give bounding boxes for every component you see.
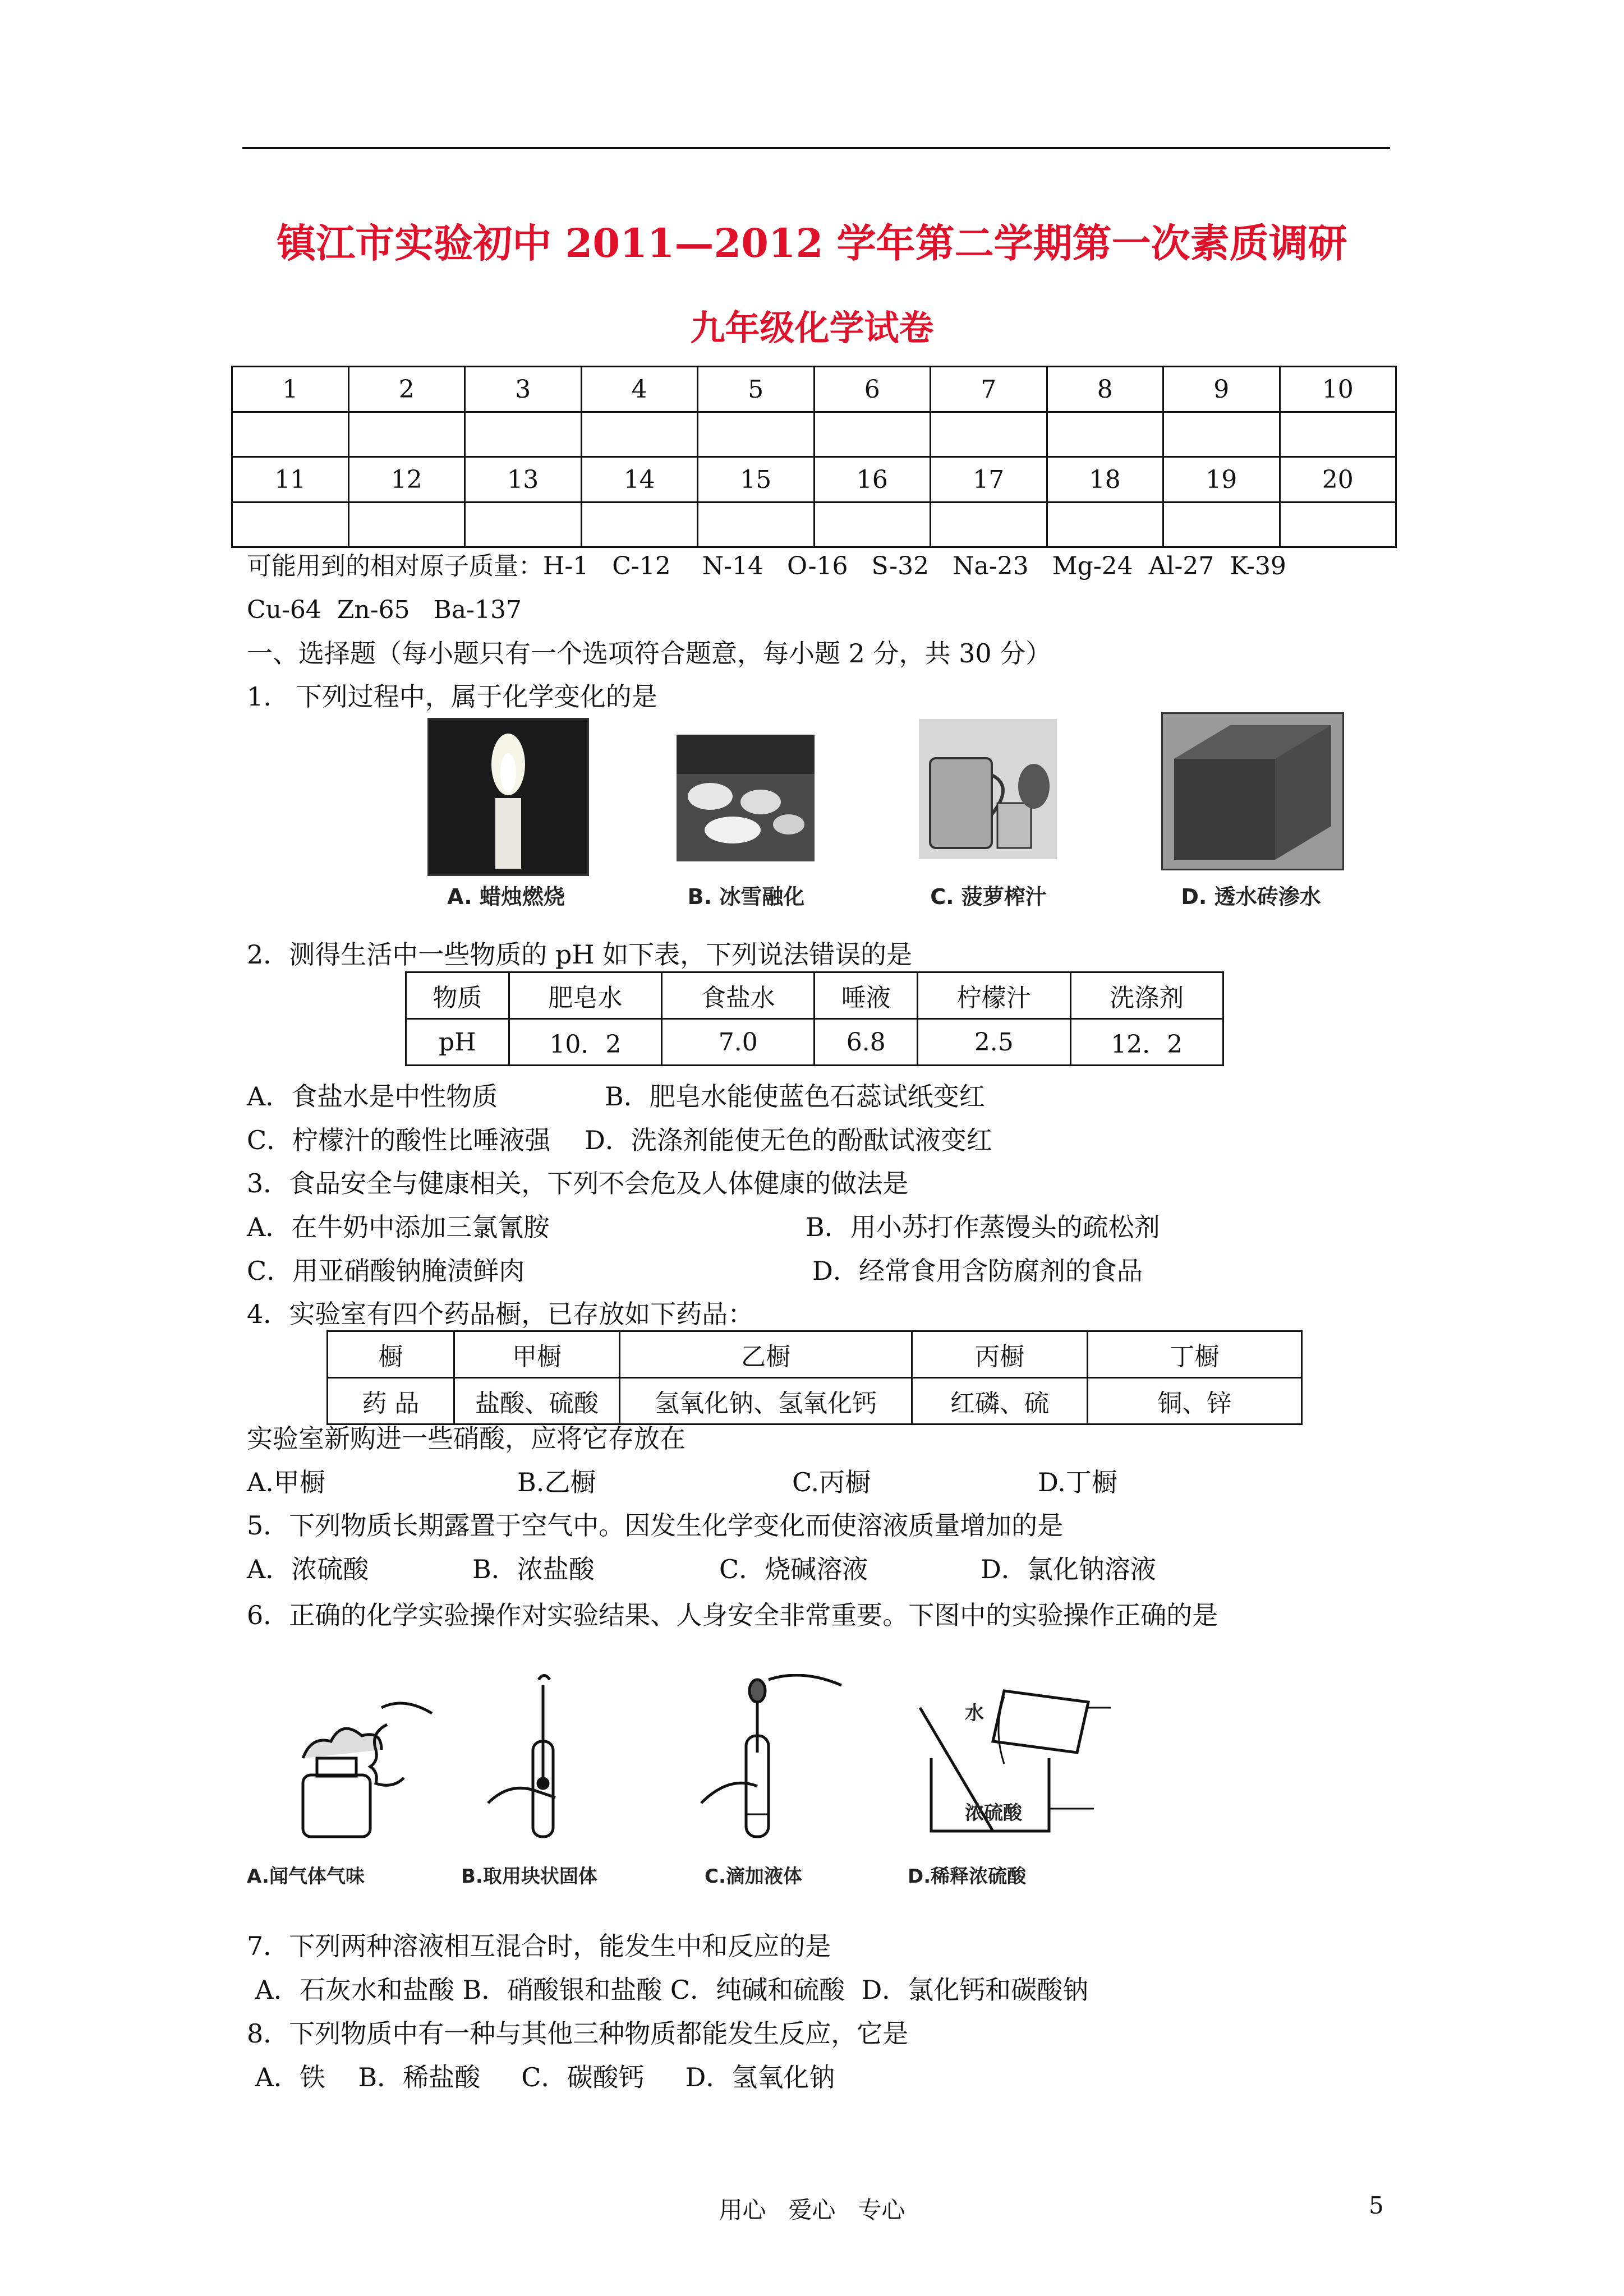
label-concentrated-sulfuric-acid: 浓硫酸 [965,1802,1022,1824]
answer-number: 15 [698,457,815,502]
ph-table-cell: 食盐水 [662,972,815,1019]
q4-follow-up: 实验室新购进一些硝酸，应将它存放在 [247,1423,686,1454]
answer-number: 11 [232,457,349,502]
q5-option-c: C．烧碱溶液 [719,1554,868,1584]
q3-option-c: C．用亚硝酸钠腌渍鲜肉 [247,1256,525,1286]
pineapple-juice-image [919,719,1057,859]
answer-number: 1 [232,367,349,412]
answer-grid-number-row [232,367,1396,412]
q4-stem: 4．实验室有四个药品橱，已存放如下药品： [247,1299,754,1329]
q2-option-c: C．柠檬汁的酸性比唾液强 [247,1125,551,1155]
answer-number: 18 [1047,457,1163,502]
q5-stem: 5．下列物质长期露置于空气中。因发生化学变化而使溶液质量增加的是 [247,1510,1064,1541]
answer-grid-number-row [232,457,1396,502]
ph-table-header-row [406,972,1223,1019]
cabinet-table-value-row [328,1378,1302,1424]
q1-caption-a: A. 蜡烛燃烧 [447,884,565,909]
answer-cell[interactable] [348,502,465,547]
answer-cell[interactable] [698,412,815,457]
q5-option-a: A．浓硫酸 [247,1554,369,1584]
answer-cell[interactable] [581,412,698,457]
brick-icon [1163,714,1342,869]
answer-grid-blank-row [232,502,1396,547]
q3-option-b: B．用小苏打作蒸馒头的疏松剂 [806,1212,1160,1242]
answer-cell[interactable] [814,502,931,547]
answer-number: 13 [465,457,582,502]
ph-table-cell: 洗涤剂 [1070,972,1223,1019]
answer-grid-blank-row [232,412,1396,457]
q7-stem: 7．下列两种溶液相互混合时，能发生中和反应的是 [247,1931,831,1961]
answer-cell[interactable] [1163,412,1280,457]
q8-options: A．铁 B．稀盐酸 C．碳酸钙 D．氢氧化钠 [247,2062,835,2092]
answer-number: 12 [348,457,465,502]
cabinet-table-cell: 药 品 [328,1378,454,1424]
ph-table-cell: 12．2 [1070,1019,1223,1066]
q3-stem: 3．食品安全与健康相关，下列不会危及人体健康的做法是 [247,1168,909,1198]
answer-number: 19 [1163,457,1280,502]
cabinet-table-cell: 甲橱 [454,1331,619,1378]
q6-caption-b: B.取用块状固体 [461,1865,597,1888]
header-rule [242,147,1390,149]
answer-number: 5 [698,367,815,412]
juice-pitcher-icon [919,719,1057,859]
q1-caption-c: C. 菠萝榨汁 [930,884,1047,909]
dropper-icon [701,1675,841,1837]
answer-cell[interactable] [1280,502,1396,547]
q6-lab-figure [247,1674,1212,1842]
q6-caption-a: A.闻气体气味 [247,1865,365,1888]
answer-cell[interactable] [1047,412,1163,457]
cabinet-table-cell: 乙橱 [620,1331,912,1378]
atomic-masses-line1: 可能用到的相对原子质量：H-1 C-12 N-14 O-16 S-32 Na-23 Mg-24 Al-27 K-39 [247,552,1286,580]
ph-table-cell: pH [406,1019,509,1066]
answer-number: 14 [581,457,698,502]
answer-cell[interactable] [814,412,931,457]
answer-cell[interactable] [931,502,1047,547]
q5-option-d: D．氯化钠溶液 [981,1554,1156,1584]
ph-table-cell: 物质 [406,972,509,1019]
answer-cell[interactable] [1047,502,1163,547]
q3-option-d: D．经常食用含防腐剂的食品 [812,1256,1143,1286]
q5-option-b: B．浓盐酸 [472,1554,595,1584]
exam-title: 镇江市实验初中 2011—2012 学年第二学期第一次素质调研 [277,220,1347,266]
q3-option-a: A．在牛奶中添加三氯氰胺 [247,1212,550,1242]
smell-gas-icon [303,1703,432,1837]
atomic-masses-line2: Cu-64 Zn-65 Ba-137 [247,596,522,624]
answer-cell[interactable] [698,502,815,547]
q2-option-a: A．食盐水是中性物质 [247,1081,498,1112]
q1-caption-d: D. 透水砖渗水 [1181,884,1321,909]
answer-number: 2 [348,367,465,412]
ph-table-cell: 2.5 [918,1019,1070,1066]
ph-table [405,971,1224,1066]
label-water: 水 [965,1702,984,1725]
cabinet-table-cell: 丁橱 [1087,1331,1301,1378]
ph-table-value-row [406,1019,1223,1066]
exam-subtitle: 九年级化学试卷 [690,307,934,348]
page-number: 5 [1369,2192,1384,2219]
answer-number: 3 [465,367,582,412]
ph-table-cell: 柠檬汁 [918,972,1070,1019]
test-tube-tweezers-icon [488,1676,555,1837]
answer-cell[interactable] [1280,412,1396,457]
cabinet-table-cell: 氢氧化钠、氢氧化钙 [620,1378,912,1424]
q2-option-b: B．肥皂水能使蓝色石蕊试纸变红 [605,1081,985,1112]
cabinet-table-header-row [328,1331,1302,1378]
answer-cell[interactable] [465,412,582,457]
answer-number: 4 [581,367,698,412]
answer-cell[interactable] [348,412,465,457]
q1-caption-b: B. 冰雪融化 [687,884,805,909]
snow-icon [677,735,815,861]
q2-option-d: D．洗涤剂能使无色的酚酞试液变红 [585,1125,992,1155]
q4-option-b: B.乙橱 [517,1467,596,1497]
cabinet-table-cell: 红磷、硫 [912,1378,1088,1424]
q2-stem: 2．测得生活中一些物质的 pH 如下表，下列说法错误的是 [247,939,913,970]
ph-table-cell: 10．2 [509,1019,661,1066]
answer-number: 7 [931,367,1047,412]
q4-option-c: C.丙橱 [792,1467,871,1497]
cabinet-table-cell: 橱 [328,1331,454,1378]
q6-stem: 6．正确的化学实验操作对实验结果、人身安全非常重要。下图中的实验操作正确的是 [247,1600,1218,1630]
ph-table-cell: 6.8 [815,1019,918,1066]
ph-table-cell: 肥皂水 [509,972,661,1019]
answer-cell[interactable] [232,502,349,547]
ph-table-cell: 唾液 [815,972,918,1019]
answer-number: 16 [814,457,931,502]
cabinet-table [326,1330,1303,1425]
answer-grid [231,366,1397,548]
answer-cell[interactable] [232,412,349,457]
cabinet-table-cell: 铜、锌 [1087,1378,1301,1424]
q7-options: A．石灰水和盐酸 B．硝酸银和盐酸 C．纯碱和硫酸 D．氯化钙和碳酸钠 [247,1975,1089,2005]
q6-caption-d: D.稀释浓硫酸 [908,1865,1027,1888]
q6-caption-c: C.滴加液体 [705,1865,802,1888]
q4-option-d: D.丁橱 [1038,1467,1117,1497]
answer-cell[interactable] [465,502,582,547]
q8-stem: 8．下列物质中有一种与其他三种物质都能发生反应，它是 [247,2018,909,2049]
answer-cell[interactable] [581,502,698,547]
answer-cell[interactable] [1163,502,1280,547]
candle-burning-image [427,718,589,876]
melting-snow-image [677,735,815,861]
q4-option-a: A.甲橱 [247,1467,325,1497]
answer-number: 8 [1047,367,1163,412]
answer-number: 6 [814,367,931,412]
answer-number: 20 [1280,457,1396,502]
section-header: 一、选择题（每小题只有一个选项符合题意，每小题 2 分，共 30 分） [247,638,1052,668]
answer-number: 10 [1280,367,1396,412]
q1-stem: 1. 下列过程中，属于化学变化的是 [247,681,657,712]
candle-icon [429,720,587,874]
footer-motto: 用心 爱心 专心 [719,2196,905,2224]
cabinet-table-cell: 盐酸、硫酸 [454,1378,619,1424]
cabinet-table-cell: 丙橱 [912,1331,1088,1378]
answer-number: 9 [1163,367,1280,412]
answer-cell[interactable] [931,412,1047,457]
answer-number: 17 [931,457,1047,502]
ph-table-cell: 7.0 [662,1019,815,1066]
permeable-brick-image [1161,712,1344,870]
